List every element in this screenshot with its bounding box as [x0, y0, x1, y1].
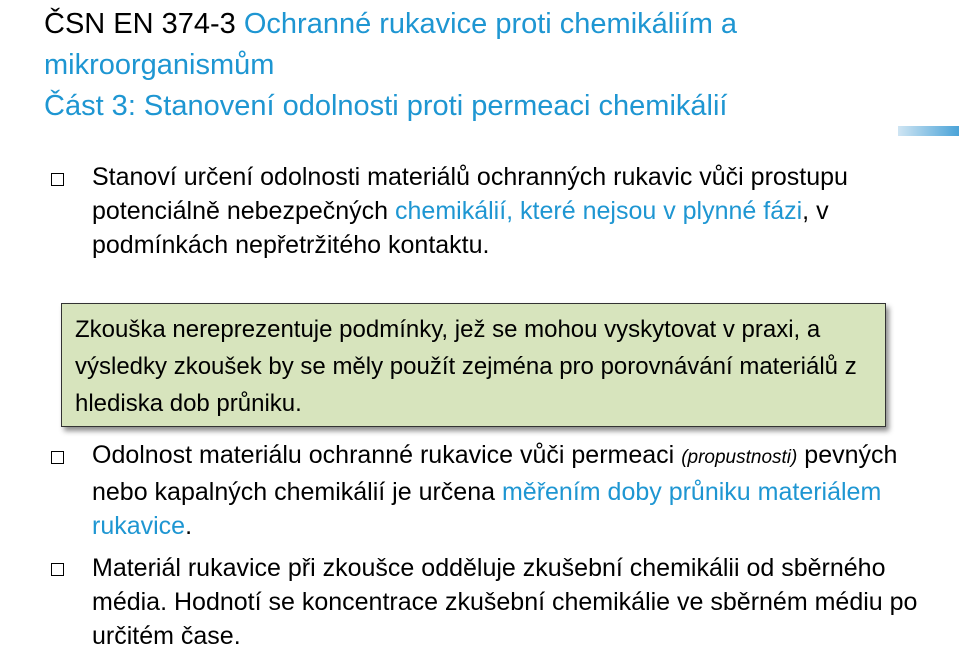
bullet-1-part-b: , v podmínkách nepřetržitého kontaktu.	[92, 197, 829, 259]
slide-title	[44, 4, 944, 127]
bullet-square-icon	[51, 173, 64, 186]
bullet-2-part-a: Odolnost materiálu ochranné rukavice vůči permeaci	[92, 441, 682, 469]
title-line2: mikroorganismům	[44, 49, 275, 81]
title-standard-number: ČSN EN 374-3	[44, 8, 244, 40]
bullet-square-icon	[51, 563, 64, 576]
bullet-1-part-a: Stanoví určení odolnosti materiálů ochranných rukavic vůči prostupu potenciálně nebezpečných	[92, 163, 848, 225]
bullet-2-part-c: .	[185, 512, 193, 540]
title-accent-bar	[898, 126, 959, 136]
bullet-2-parenthetical: (propustnosti)	[681, 447, 798, 468]
title-line3: Část 3: Stanovení odolnosti proti permeaci chemikálií	[44, 90, 728, 122]
bullet-1-text	[92, 160, 942, 262]
bullet-square-icon	[51, 451, 64, 464]
bullet-3-text: Materiál rukavice při zkoušce odděluje zkušební chemikálii od sběrného média. Hodnotí se koncentrace zkušební chemikálie ve sběrném médiu po určitém čase.	[92, 554, 918, 650]
bullet-1-highlight: chemikálií, které nejsou v plynné fázi	[395, 197, 803, 225]
bullet-2-highlight: měřením doby průniku materiálem rukavice	[92, 478, 882, 540]
title-line1: Ochranné rukavice proti chemikáliím a	[243, 8, 738, 40]
bullet-2-part-b: pevných nebo kapalných chemikálií je určena	[92, 441, 898, 506]
bullet-2-text	[92, 438, 942, 543]
note-text: Zkouška nereprezentuje podmínky, jež se mohou vyskytovat v praxi, a výsledky zkoušek by se měly použít zejména pro porovnávání materiálů z hlediska dob průniku.	[75, 316, 857, 417]
